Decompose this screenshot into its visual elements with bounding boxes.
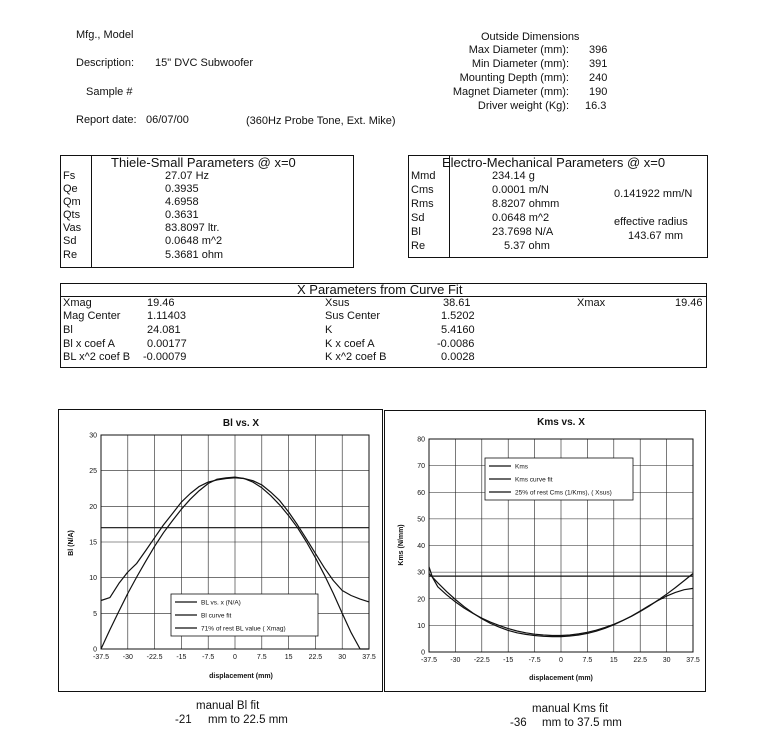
kms-fit-range: mm to 37.5 mm	[542, 717, 622, 729]
xmax-value: 19.46	[675, 297, 703, 309]
x-tick-label: 30	[338, 654, 347, 661]
kms-fit-from: -36	[510, 717, 527, 729]
ts-param-value: 0.3935	[165, 183, 199, 195]
x-axis-label: displacement (mm)	[529, 675, 593, 682]
y-tick-label: 50	[417, 516, 425, 524]
ts-param-label: Vas	[63, 222, 82, 234]
thiele-small-title: Thiele-Small Parameters @ x=0	[111, 155, 296, 170]
xp-value: 1.5202	[441, 310, 475, 322]
dimension-value: 190	[589, 86, 608, 98]
chart-title: Kms vs. X	[537, 417, 585, 428]
x-parameters-title: X Parameters from Curve Fit	[297, 282, 463, 297]
ts-param-value: 83.8097 ltr.	[165, 222, 220, 234]
ts-divider	[91, 156, 92, 267]
em-param-value: 8.8207 ohmm	[492, 198, 560, 210]
report-date-value: 06/07/00	[146, 114, 189, 126]
ts-param-value: 0.3631	[165, 209, 199, 221]
y-tick-label: 30	[89, 432, 97, 440]
em-param-label: Rms	[411, 198, 434, 210]
xp-label: K x^2 coef B	[325, 351, 387, 363]
bl-fit-range: mm to 22.5 mm	[208, 714, 288, 726]
xp-label: Sus Center	[325, 310, 381, 322]
kms-vs-x-chart	[384, 410, 706, 692]
ts-param-label: Fs	[63, 170, 76, 182]
xp-label: Xmag	[63, 297, 92, 309]
em-param-value: 5.37 ohm	[504, 240, 550, 252]
em-param-value: 0.0001 m/N	[492, 184, 549, 196]
dimension-value: 391	[589, 58, 608, 70]
y-tick-label: 10	[417, 622, 425, 630]
electro-mechanical-panel	[408, 155, 708, 258]
x-tick-label: -37.5	[93, 654, 109, 661]
y-tick-label: 60	[417, 489, 425, 497]
y-tick-label: 20	[417, 596, 425, 604]
description-label: Description:	[76, 57, 135, 69]
bl-vs-x-chart	[58, 409, 383, 692]
legend-entry: 25% of rest Cms (1/Kms), ( Xsus)	[515, 489, 612, 497]
electro-mechanical-title: Electro-Mechanical Parameters @ x=0	[442, 155, 666, 170]
x-tick-label: 37.5	[362, 654, 376, 661]
sample-label: Sample #	[86, 86, 133, 98]
x-tick-label: 0	[559, 657, 563, 664]
xp-label: Mag Center	[63, 310, 121, 322]
y-axis-label: Bl (N/A)	[68, 530, 75, 556]
x-tick-label: -37.5	[421, 657, 437, 664]
dimension-label: Mounting Depth (mm):	[459, 72, 569, 84]
x-tick-label: -30	[450, 657, 461, 664]
xp-value: 0.0028	[441, 351, 475, 363]
xp-value: 38.61	[443, 297, 471, 309]
chart-title: Bl vs. X	[222, 418, 260, 429]
y-axis-label: Kms (N/mm)	[398, 524, 405, 566]
x-parameters-panel	[60, 283, 707, 368]
outside-dimensions-title: Outside Dimensions	[481, 31, 580, 43]
cms-alt-value: 0.141922 mm/N	[614, 188, 693, 200]
legend-entry: Kms	[515, 463, 528, 471]
dimension-value: 16.3	[585, 100, 607, 112]
description-value: 15" DVC Subwoofer	[155, 57, 254, 69]
thiele-small-panel	[60, 155, 354, 268]
dimension-label: Magnet Diameter (mm):	[452, 86, 569, 98]
x-axis-label: displacement (mm)	[209, 673, 273, 680]
x-tick-label: -7.5	[528, 657, 541, 664]
xp-value: 19.46	[147, 297, 175, 309]
x-tick-label: 15	[609, 657, 618, 664]
dimension-label: Driver weight (Kg):	[477, 100, 569, 112]
x-tick-label: -30	[122, 654, 133, 661]
xp-label: K x coef A	[325, 338, 375, 350]
x-tick-label: -22.5	[473, 657, 490, 664]
ts-param-value: 27.07 Hz	[165, 170, 210, 182]
x-tick-label: -15	[176, 654, 187, 661]
em-divider	[449, 156, 450, 257]
xp-value: -0.0086	[437, 338, 475, 350]
em-param-value: 0.0648 m^2	[492, 212, 550, 224]
y-tick-label: 10	[89, 575, 97, 583]
xp-value: 0.00177	[147, 338, 187, 350]
x-tick-label: 0	[233, 654, 237, 661]
y-tick-label: 15	[89, 539, 97, 547]
em-param-label: Re	[411, 240, 426, 252]
mfg-model-label: Mfg., Model	[76, 29, 134, 41]
y-tick-label: 0	[421, 649, 425, 657]
xp-value: -0.00079	[143, 351, 187, 363]
xp-label: Bl x coef A	[63, 338, 115, 350]
legend-entry: Kms curve fit	[515, 476, 553, 484]
y-tick-label: 70	[417, 463, 425, 471]
effective-radius-label: effective radius	[614, 216, 688, 228]
ts-param-label: Re	[63, 249, 78, 261]
bl-fit-title: manual Bl fit	[196, 700, 260, 712]
y-tick-label: 25	[89, 468, 97, 476]
report-date-label: Report date:	[76, 114, 137, 126]
x-tick-label: -7.5	[202, 654, 215, 661]
y-tick-label: 5	[93, 610, 97, 618]
ts-param-value: 5.3681 ohm	[165, 249, 224, 261]
y-tick-label: 0	[93, 646, 97, 654]
x-tick-label: 22.5	[308, 654, 323, 661]
y-tick-label: 40	[417, 543, 425, 550]
xmax-label: Xmax	[577, 297, 606, 309]
x-tick-label: 7.5	[582, 657, 593, 664]
em-param-label: Bl	[411, 226, 421, 238]
x-tick-label: 30	[662, 657, 671, 664]
ts-param-label: Qts	[63, 209, 81, 221]
em-param-label: Sd	[411, 212, 425, 224]
y-tick-label: 20	[89, 503, 97, 511]
ts-param-label: Qm	[63, 196, 81, 208]
legend-entry: Bl curve fit	[201, 612, 232, 620]
ts-param-value: 4.6958	[165, 196, 199, 208]
x-tick-label: -15	[503, 657, 514, 664]
ts-param-label: Sd	[63, 235, 77, 247]
y-tick-label: 80	[417, 436, 425, 444]
x-tick-label: 7.5	[256, 654, 267, 661]
em-param-label: Cms	[411, 184, 434, 196]
em-param-label: Mmd	[411, 170, 436, 182]
xp-label: Xsus	[325, 297, 350, 309]
dimension-label: Max Diameter (mm):	[468, 44, 569, 56]
dimension-value: 396	[589, 44, 608, 56]
xp-value: 24.081	[147, 324, 181, 336]
ts-param-label: Qe	[63, 183, 78, 195]
legend-entry: BL vs. x (N/A)	[201, 599, 241, 607]
x-tick-label: 22.5	[633, 657, 648, 664]
x-tick-label: 37.5	[686, 657, 700, 664]
legend-entry: 71% of rest BL value ( Xmag)	[201, 625, 286, 633]
x-tick-label: -22.5	[146, 654, 163, 661]
chart-frame	[385, 411, 706, 692]
xp-value: 5.4160	[441, 324, 475, 336]
y-tick-label: 30	[417, 569, 425, 577]
xp-label: K	[325, 324, 333, 336]
em-param-value: 23.7698 N/A	[492, 226, 554, 238]
xp-label: BL x^2 coef B	[63, 351, 131, 363]
effective-radius-value: 143.67 mm	[628, 230, 684, 242]
dimension-value: 240	[589, 72, 608, 84]
em-param-value: 234.14 g	[492, 170, 535, 182]
xp-value: 1.11403	[147, 310, 186, 322]
dimension-label: Min Diameter (mm):	[471, 58, 569, 70]
test-note: (360Hz Probe Tone, Ext. Mike)	[246, 115, 396, 127]
kms-fit-title: manual Kms fit	[532, 703, 609, 715]
bl-fit-from: -21	[175, 714, 192, 726]
x-tick-label: 15	[284, 654, 293, 661]
ts-param-value: 0.0648 m^2	[165, 235, 223, 247]
xp-label: Bl	[63, 324, 73, 336]
